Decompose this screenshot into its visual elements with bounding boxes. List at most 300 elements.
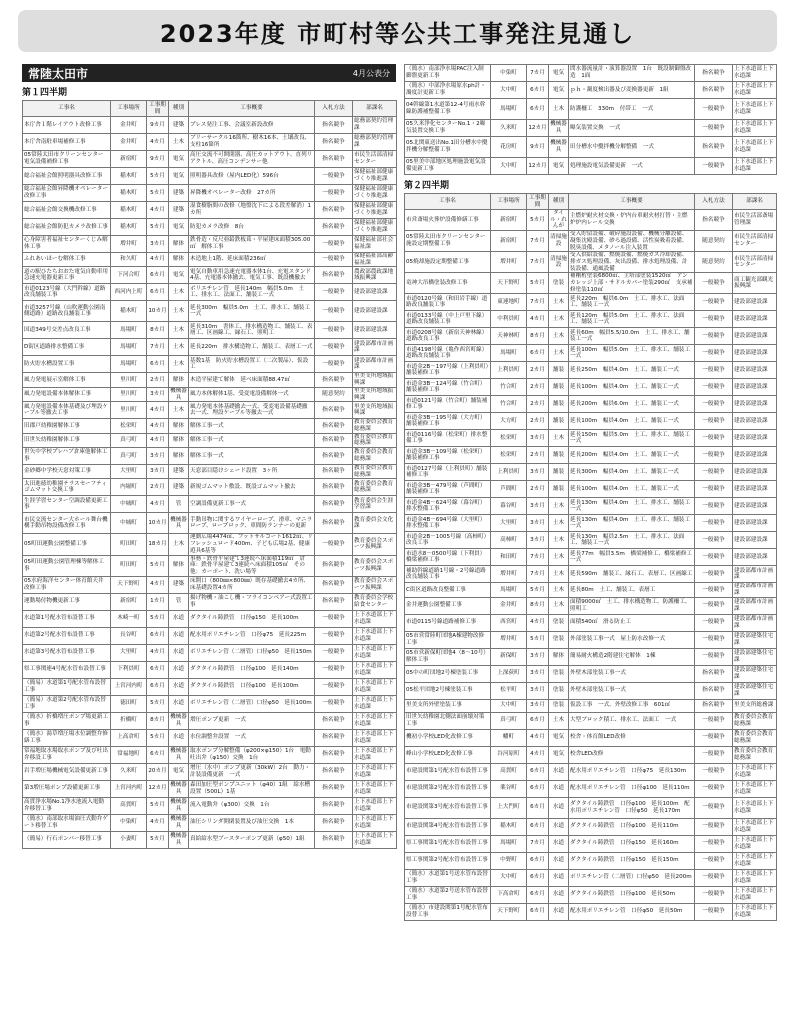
table-cell: 指名競争 xyxy=(315,134,353,151)
table-cell: 5カ月 xyxy=(147,185,169,202)
table-cell: 4カ月 xyxy=(527,311,549,328)
table-cell: （簡水）折橋増圧ポンプ場更新工事 xyxy=(23,712,111,729)
table-cell: 馬場町 xyxy=(491,99,527,120)
table-cell: 油圧シリンダ開閉装置及び油圧交換 1本 xyxy=(189,814,315,831)
table-row xyxy=(405,328,777,345)
table-row xyxy=(23,627,397,644)
table-row xyxy=(405,379,777,396)
table-cell: 一般競争 xyxy=(695,311,733,328)
table-cell: 建設部建設課 xyxy=(733,362,777,379)
table-cell: 6カ月 xyxy=(527,797,549,818)
table-cell: 土木 xyxy=(549,597,569,614)
table-cell: 教育委員会スポーツ振興課 xyxy=(353,534,397,555)
table-cell: 舗装 xyxy=(549,379,569,396)
table-cell: 5カ月 xyxy=(147,831,169,848)
table-cell: 谷河原町 xyxy=(491,746,527,763)
table-cell: 6カ月 xyxy=(147,678,169,695)
table-cell: （簡水）湯草増圧場水位調整弁修繕工事 xyxy=(23,729,111,746)
table-cell: 延長300m 幅員5.0m 土工、排水工、舗装工一式 xyxy=(189,301,315,322)
table-cell: 舗装 xyxy=(549,481,569,498)
table-row xyxy=(405,903,777,920)
table-cell: 天窓部目隠けシェード設置 3ヶ所 xyxy=(189,465,315,479)
table-cell: 校舎・体育館LED改修 xyxy=(569,729,695,746)
table-cell: 機械器具 xyxy=(549,137,569,158)
table-cell: 配水用ポリエチレン管 口径φ50 延長50m xyxy=(569,903,695,920)
table-cell: 随意契約 xyxy=(315,387,353,401)
table-row xyxy=(405,362,777,379)
table-cell: 2カ月 xyxy=(527,396,549,413)
table-cell: 昇降機オペレーター改修 27カ所 xyxy=(189,185,315,202)
table-row xyxy=(23,576,397,593)
table-cell: 木造平屋建て解体 延べ床面積88.47㎡ xyxy=(189,373,315,387)
table-cell: 延長200m 幅員6.0m 土工、舗装工一式 xyxy=(569,396,695,413)
table-cell: 機械器具 xyxy=(549,120,569,137)
table-cell: 上高倉町 xyxy=(111,729,147,746)
table-cell: 塗装 xyxy=(549,699,569,712)
table-cell: 3カ月 xyxy=(527,515,549,532)
table-cell: ダクタイル鋳鉄管 口径φ100 延長100m 配水用ポリエチレン管 口径φ50 延長170m xyxy=(569,797,695,818)
table-cell: 市民生活部斎場管理課 xyxy=(733,210,777,231)
table-cell: 真弓町 xyxy=(491,712,527,729)
table-cell: 松平町 xyxy=(491,682,527,699)
table-cell: 土木 xyxy=(169,284,189,301)
table-cell: 薬谷町 xyxy=(491,780,527,797)
table-cell: 天下野町 xyxy=(491,273,527,294)
table-cell: 6カ月 xyxy=(147,284,169,301)
table-cell: 3カ月 xyxy=(147,465,169,479)
table-cell: 延長130m 幅員2.5m 土工、排水工、法面工、舗装工一式 xyxy=(569,532,695,549)
table-cell: 一般競争 xyxy=(695,903,733,920)
table-cell: 7カ月 xyxy=(527,294,549,311)
table-cell: 一般競争 xyxy=(695,797,733,818)
table-cell: 9カ月 xyxy=(147,151,169,168)
table-cell: 竜神大吊橋塗装改修工事 xyxy=(405,273,491,294)
table-cell: 上下水道部上下水道課 xyxy=(353,627,397,644)
table-row xyxy=(405,447,777,464)
table-cell: 上下水道部上下水道課 xyxy=(733,120,777,137)
table-cell: 4カ月 xyxy=(527,614,549,631)
table-cell: ダクタイル鋳鉄管 口径φ150 延長160m xyxy=(569,835,695,852)
table-cell: 一般競争 xyxy=(315,695,353,712)
table-cell: 商工観光部観光振興課 xyxy=(733,273,777,294)
table-cell: 土木 xyxy=(549,99,569,120)
table-cell: 水道 xyxy=(549,869,569,886)
table-cell: 水位調整弁設置 一式 xyxy=(189,729,315,746)
table-cell: 真弓町 xyxy=(111,448,147,465)
table-row xyxy=(23,661,397,678)
table-cell: 一般競争 xyxy=(695,294,733,311)
table-cell: 一般競争 xyxy=(315,356,353,373)
table-row xyxy=(23,534,397,555)
table-cell: 土木 xyxy=(169,356,189,373)
table-row xyxy=(23,134,397,151)
table-row xyxy=(23,236,397,253)
table-cell: 3カ月 xyxy=(527,665,549,682)
table-cell: 建設部建設課 xyxy=(733,532,777,549)
table-cell: 世矢中学校プレハブ倉庫他解体工事 xyxy=(23,448,111,465)
table-cell: 水道 xyxy=(549,818,569,835)
table-cell: 建設部建設課 xyxy=(733,464,777,481)
table-cell: 建設部建設課 xyxy=(733,515,777,532)
table-cell: 配水用ポリエチレン管 口径φ75 延長225m xyxy=(189,627,315,644)
table-cell: 水道 xyxy=(169,678,189,695)
table-cell: 2カ月 xyxy=(527,379,549,396)
table-cell: 4カ月 xyxy=(147,202,169,219)
table-cell: 18カ月 xyxy=(147,534,169,555)
table-cell: 一般競争 xyxy=(315,644,353,661)
table-cell: 7カ月 xyxy=(147,339,169,356)
table-cell: 5カ月 xyxy=(527,210,549,231)
table-cell: 風力発電展示室解体工事 xyxy=(23,373,111,387)
table-cell: 高圧交流不可開閉器、高圧カットアウト、直列リアクトル、高圧コンデンサー他 xyxy=(189,151,315,168)
table-cell: 2カ月 xyxy=(147,373,169,387)
table-cell: 建設部建設課 xyxy=(733,430,777,447)
table-cell: 高貫町 xyxy=(491,763,527,780)
table-cell: 教育委員会文化課 xyxy=(353,513,397,534)
table-cell: 市道0121号線（竹合町）舗装補修工事 xyxy=(405,396,491,413)
table-cell: 西宮町 xyxy=(491,614,527,631)
table-cell: 5カ月 xyxy=(147,555,169,576)
table-cell: 土木 xyxy=(169,301,189,322)
table-cell: 旧世矢幼稚園北側法面崩壊対策工事 xyxy=(405,712,491,729)
table-cell: 4カ月 xyxy=(147,814,169,831)
table-cell: 4カ月 xyxy=(147,253,169,267)
table-cell: 一般競争 xyxy=(315,322,353,339)
table-cell: 建設部建設課 xyxy=(353,284,397,301)
table-row xyxy=(405,818,777,835)
table-cell: 機械器具 xyxy=(169,780,189,797)
table-row xyxy=(23,253,397,267)
table-cell: 解体 xyxy=(169,448,189,465)
table-cell: 5カ月 xyxy=(147,168,169,185)
table-cell: 建設部建築住宅課 xyxy=(733,682,777,699)
table-cell: 竹合町 xyxy=(491,379,527,396)
table-cell: 一般競争 xyxy=(695,396,733,413)
table-cell: 一般競争 xyxy=(695,413,733,430)
table-cell: 機械器具 xyxy=(169,712,189,729)
table-row xyxy=(405,665,777,682)
table-cell: 市民生活部清掃センター xyxy=(733,252,777,273)
table-cell: 10カ月 xyxy=(147,301,169,322)
table-cell: 市道金3B－109号線（松栄町）舗装補修工事 xyxy=(405,447,491,464)
table-row xyxy=(405,648,777,665)
table-cell: 水道 xyxy=(549,852,569,869)
table-cell: 一般競争 xyxy=(695,583,733,597)
table-cell: 一般競争 xyxy=(695,835,733,852)
page-title: 2023年度 市町村等公共工事発注見通し xyxy=(159,19,636,48)
table-cell: 建設部建設課 xyxy=(733,498,777,515)
table-cell: 建築 xyxy=(169,202,189,219)
table-cell: 上下水道部上下水道課 xyxy=(353,695,397,712)
table-cell: 舗装 xyxy=(549,464,569,481)
table-cell: 松栄町 xyxy=(491,430,527,447)
table-cell: 機械器具 xyxy=(169,831,189,848)
table-cell: 4カ月 xyxy=(527,729,549,746)
table-cell: 和久町 xyxy=(111,253,147,267)
table-cell: ボリエチレン管（二層管）口径φ50 延長150m xyxy=(189,644,315,661)
table-cell: 土木 xyxy=(549,515,569,532)
table-cell: ダクタイル鋳鉄管 口径φ100 延長140m xyxy=(189,661,315,678)
table-cell: 仮設工事 一式、外壁改修工事 601㎡ xyxy=(569,699,695,712)
table-cell: 6カ月 xyxy=(527,869,549,886)
table-cell: 下河合町 xyxy=(111,267,147,284)
table-cell: 上下水道部上下水道課 xyxy=(733,886,777,903)
table-cell: 延長100m 幅員4.0m 土工、舗装工一式 xyxy=(569,413,695,430)
table-cell: 建設部建設課 xyxy=(733,311,777,328)
table-cell: 機械器具 xyxy=(170,387,187,401)
table-cell: 上下水道部上下水道課 xyxy=(353,746,397,763)
table-cell: 大里町 xyxy=(491,515,527,532)
table-cell: 田分槽水中攪拌機分解整備 一式 xyxy=(569,137,695,158)
table-cell: 電気 xyxy=(549,729,569,746)
table-cell: 一般競争 xyxy=(315,301,353,322)
table-row xyxy=(23,712,397,729)
table-cell: 流入電動弁（φ300）交換 1台 xyxy=(189,797,315,814)
table-cell: 里美支所地域振興課 xyxy=(353,373,397,387)
table-cell: 補助幹線道路1号線・2号線道路改良舗装工事 xyxy=(405,566,491,583)
table-cell: 土木 xyxy=(549,311,569,328)
table-row xyxy=(23,513,397,534)
table-cell: 機械器具 xyxy=(169,513,189,534)
table-cell: 保健福祉部社会福祉課 xyxy=(353,236,397,253)
table-row xyxy=(405,99,777,120)
table-cell: 下利員町 xyxy=(111,661,147,678)
table-cell: 解体 xyxy=(169,433,189,447)
table-cell: 一般競争 xyxy=(695,869,733,886)
table-cell: 上下水道部上下水道課 xyxy=(733,65,777,82)
table-cell: 里川町 xyxy=(111,373,147,387)
table-cell: 指名競争 xyxy=(315,151,353,168)
table-cell: 5カ月 xyxy=(527,583,549,597)
table-cell: 新規ゴムマット敷設、既設ゴムマット撤去 xyxy=(189,479,315,496)
table-cell: 新宿町 xyxy=(111,151,147,168)
table-cell: 電気 xyxy=(549,82,569,99)
table-cell: 高柿町 xyxy=(491,532,527,549)
table-cell: 総合福祉会館防犯カメラ改修工事 xyxy=(23,219,111,236)
table-cell: 教育委員会スポーツ振興課 xyxy=(353,555,397,576)
table-cell: 市民生活部清掃センター xyxy=(733,231,777,252)
table-cell: 水道第1号配水管布設替工事 xyxy=(23,610,111,627)
city-name: 常陸太田市 xyxy=(28,66,89,81)
table-cell: 電気 xyxy=(169,219,189,236)
table-cell: 6カ月 xyxy=(527,82,549,99)
table-cell: 4カ月 xyxy=(147,419,169,433)
table-cell: 一般競争 xyxy=(315,339,353,356)
table-cell: 市道0120号線（和田岩手線）道路改良舗装工事 xyxy=(405,294,491,311)
quarter-label-q2: 第２四半期 xyxy=(404,181,450,191)
table-cell: 運動広場4474㎡、フットサルコート1612㎡、リフレッシュロード400m、子ども広場2基、健康遊具6基等 xyxy=(190,534,313,554)
table-cell: 7カ月 xyxy=(527,566,549,583)
table-cell: 電気自動車用急速充電器本体1台、充電スタンド4基、充電器本体撤去、電気工事、既設機撤去 xyxy=(189,267,315,284)
table-cell: 随意契約 xyxy=(695,231,733,252)
table-cell: （簡水）中部浄水場原水ph計・濁度計更新工事 xyxy=(405,82,491,99)
table-cell: 里川町 xyxy=(111,402,147,419)
table-cell: 防火貯水槽設置工事 xyxy=(23,356,111,373)
table-cell: 県工事関第1号配水管布設替工事 xyxy=(405,835,491,852)
table-cell: 市道金4B－694号線（大里町）排水整備工事 xyxy=(405,515,491,532)
table-cell: ブリーサークル16箇所、樹木16本、土壌改良、支柱16箇所 xyxy=(189,134,315,151)
table-cell: 久米町 xyxy=(111,763,147,780)
table-cell: 折橋町 xyxy=(111,712,147,729)
table-cell: 東連地町 xyxy=(491,294,527,311)
table-cell: 床開口（800㎜×800㎜）既存基礎撤去4カ所、床基礎設置4カ所 xyxy=(189,576,315,593)
table-cell: 稲木町 xyxy=(491,818,527,835)
table-cell: 指名競争 xyxy=(315,465,353,479)
table-cell: 馬場町 xyxy=(111,322,147,339)
table-cell: 延長100m 幅員5.0m 土工、排水工、舗装工一式 xyxy=(569,345,695,362)
table-cell: 上下水道部上下水道課 xyxy=(733,818,777,835)
table-cell: 中城町 xyxy=(111,496,147,513)
table-cell: 建設部建築住宅課 xyxy=(733,665,777,682)
table-cell: 教育委員会生涯学習課 xyxy=(353,496,397,513)
table-cell: 指名競争 xyxy=(315,712,353,729)
table-cell: 5カ月 xyxy=(147,219,169,236)
table-cell: 一般競争 xyxy=(695,345,733,362)
table-cell: 国道349号交差点改良工事 xyxy=(23,322,111,339)
table-cell: 生涯学習センター空調設備更新工事 xyxy=(23,496,111,513)
table-cell: 幕谷町 xyxy=(491,498,527,515)
table-cell: 増圧ポンプ更新 一式 xyxy=(189,712,315,729)
table-cell: 指名競争 xyxy=(315,267,353,284)
table-cell: 土木 xyxy=(169,402,189,419)
table-cell: 土木 xyxy=(169,534,189,555)
table-cell: 指名競争 xyxy=(315,419,353,433)
table-row xyxy=(405,712,777,729)
table-row xyxy=(405,120,777,137)
table-cell: 4カ月 xyxy=(147,402,169,419)
table-row xyxy=(23,387,397,401)
table-cell: 上下水道部上下水道課 xyxy=(733,763,777,780)
table-cell: 建設部建設課 xyxy=(733,549,777,566)
table-cell: 配水用ポリエチレン管 口径φ75 延長130m xyxy=(569,763,695,780)
table-cell: 一般競争 xyxy=(695,712,733,729)
table-cell: 指名競争 xyxy=(315,555,353,576)
table-cell: 水道 xyxy=(549,903,569,920)
table-cell: 一般競争 xyxy=(695,532,733,549)
table-cell: 4カ月 xyxy=(147,134,169,151)
table-cell: 9カ月 xyxy=(527,137,549,158)
table-cell: 真弓町 xyxy=(111,433,147,447)
table-cell: 旧郡戸幼稚園解体工事 xyxy=(23,419,111,433)
table-cell: 上下水道部上下水道課 xyxy=(353,831,397,848)
table-cell: 6カ月 xyxy=(527,99,549,120)
table-cell: 2カ月 xyxy=(527,362,549,379)
table-cell: ふれあいほーむ解体工事 xyxy=(23,253,111,267)
table-cell: 里美支所地域振興課 xyxy=(353,402,397,419)
table-cell: 指名競争 xyxy=(315,780,353,797)
table-cell: 建築 xyxy=(169,117,189,134)
table-row xyxy=(405,137,777,158)
table-cell: 電気 xyxy=(169,151,189,168)
table-cell: 総務部契約管理課 xyxy=(353,117,397,134)
table-cell: 稲木町 xyxy=(111,168,147,185)
table-row xyxy=(405,780,777,797)
table-cell: 5カ月 xyxy=(147,695,169,712)
table-row xyxy=(405,852,777,869)
table-cell: 指名競争 xyxy=(315,117,353,134)
table-row xyxy=(405,631,777,648)
table-cell: 7カ月 xyxy=(527,231,549,252)
table-cell: 6カ月 xyxy=(527,886,549,903)
table-cell: 高貫浄水場No.1浄水池流入電動弁移替工事 xyxy=(23,797,111,814)
table-cell: 上下水道部上下水道課 xyxy=(733,869,777,886)
table-cell: 6カ月 xyxy=(527,345,549,362)
table-row xyxy=(23,185,397,202)
table-cell: 上下水道部上下水道課 xyxy=(733,903,777,920)
table-cell: 建設部建設課 xyxy=(353,301,397,322)
table-cell: 水道第3号配水管布設替工事 xyxy=(23,644,111,661)
table-cell: 塗装 xyxy=(549,631,569,648)
table-cell: 清掃施設 xyxy=(549,231,569,252)
table-row xyxy=(405,498,777,515)
table-cell: 延長120m 幅員5.0m 土工、排水工、法面工、舗装工一式 xyxy=(569,311,695,328)
table-cell: 水道 xyxy=(549,835,569,852)
table-cell: 延長60m 幅員5.5/10.0m 土工、排水工、舗装工一式 xyxy=(569,328,695,345)
table-cell: 05里美中部地区処理施設電気設備更新工事 xyxy=(405,158,491,175)
table-cell: 一般競争 xyxy=(695,273,733,294)
table-cell: 久米町 xyxy=(491,120,527,137)
table-cell: 湿食樹脂間の改修（地盤沈下による段差解消）1カ所 xyxy=(189,202,315,219)
table-cell: 天下野町 xyxy=(491,903,527,920)
table-cell: 3カ月 xyxy=(527,464,549,481)
table-cell: 機械器具 xyxy=(169,814,189,831)
table-cell: 一般競争 xyxy=(315,284,353,301)
table-cell: 延長590m 舗装工、縁石工、表層工、区画線工 xyxy=(569,566,695,583)
table-cell: 総務部契約管理課 xyxy=(353,134,397,151)
table-cell: 教育委員会教育総務課 xyxy=(733,729,777,746)
table-cell: 建設部都市計画課 xyxy=(733,614,777,631)
table-cell: 里美支所地域振興課 xyxy=(353,387,397,401)
table-cell: 増井町 xyxy=(491,566,527,583)
table-cell: 建築 xyxy=(169,576,189,593)
title-bar xyxy=(18,10,777,52)
header-cell: 工事期間 xyxy=(527,194,549,210)
table-cell: 教育委員会学校給食センター xyxy=(353,593,397,610)
table-cell: 6カ月 xyxy=(527,763,549,780)
table-cell: 電気 xyxy=(549,746,569,763)
table-cell: 管 xyxy=(169,593,189,610)
table-cell: 電気 xyxy=(169,267,189,284)
table-cell: 05市営常陸町団地A棟建物改修工事 xyxy=(405,631,491,648)
table-row xyxy=(405,413,777,430)
table-cell: 馬場町 xyxy=(491,345,527,362)
table-cell: 解体 xyxy=(169,555,189,576)
table-cell: 教育委員会教育総務課 xyxy=(353,419,397,433)
table-cell: 増井町 xyxy=(111,236,147,253)
table-row xyxy=(23,695,397,712)
table-cell: 建設部建設課 xyxy=(733,413,777,430)
table-cell: 水道 xyxy=(169,661,189,678)
table-cell: 一般競争 xyxy=(315,253,353,267)
table-cell: 花房町 xyxy=(491,137,527,158)
table-cell: 04幹線第1水道第12-4号雨水幹線防護補整備工事 xyxy=(405,99,491,120)
table-cell: 内堀町 xyxy=(111,479,147,496)
table-cell: 解体 xyxy=(169,253,189,267)
table-row xyxy=(23,356,397,373)
table-cell: 岩手増圧場機械電気設備更新工事 xyxy=(23,763,111,780)
table-row xyxy=(405,158,777,175)
table-cell: 大方町 xyxy=(491,413,527,430)
table-cell: 土木 xyxy=(549,583,569,597)
table-row xyxy=(23,448,397,465)
table-row xyxy=(23,763,397,780)
table-cell: 金井町 xyxy=(491,597,527,614)
table-cell: 塗装 xyxy=(549,682,569,699)
table-cell: 上下水道部上下水道課 xyxy=(353,763,397,780)
table-cell: 教育委員会教育総務課 xyxy=(733,746,777,763)
table-cell: 解体工事一式 xyxy=(189,433,315,447)
table-cell: 05水府海洋センター体育館天井改修工事 xyxy=(23,576,111,593)
